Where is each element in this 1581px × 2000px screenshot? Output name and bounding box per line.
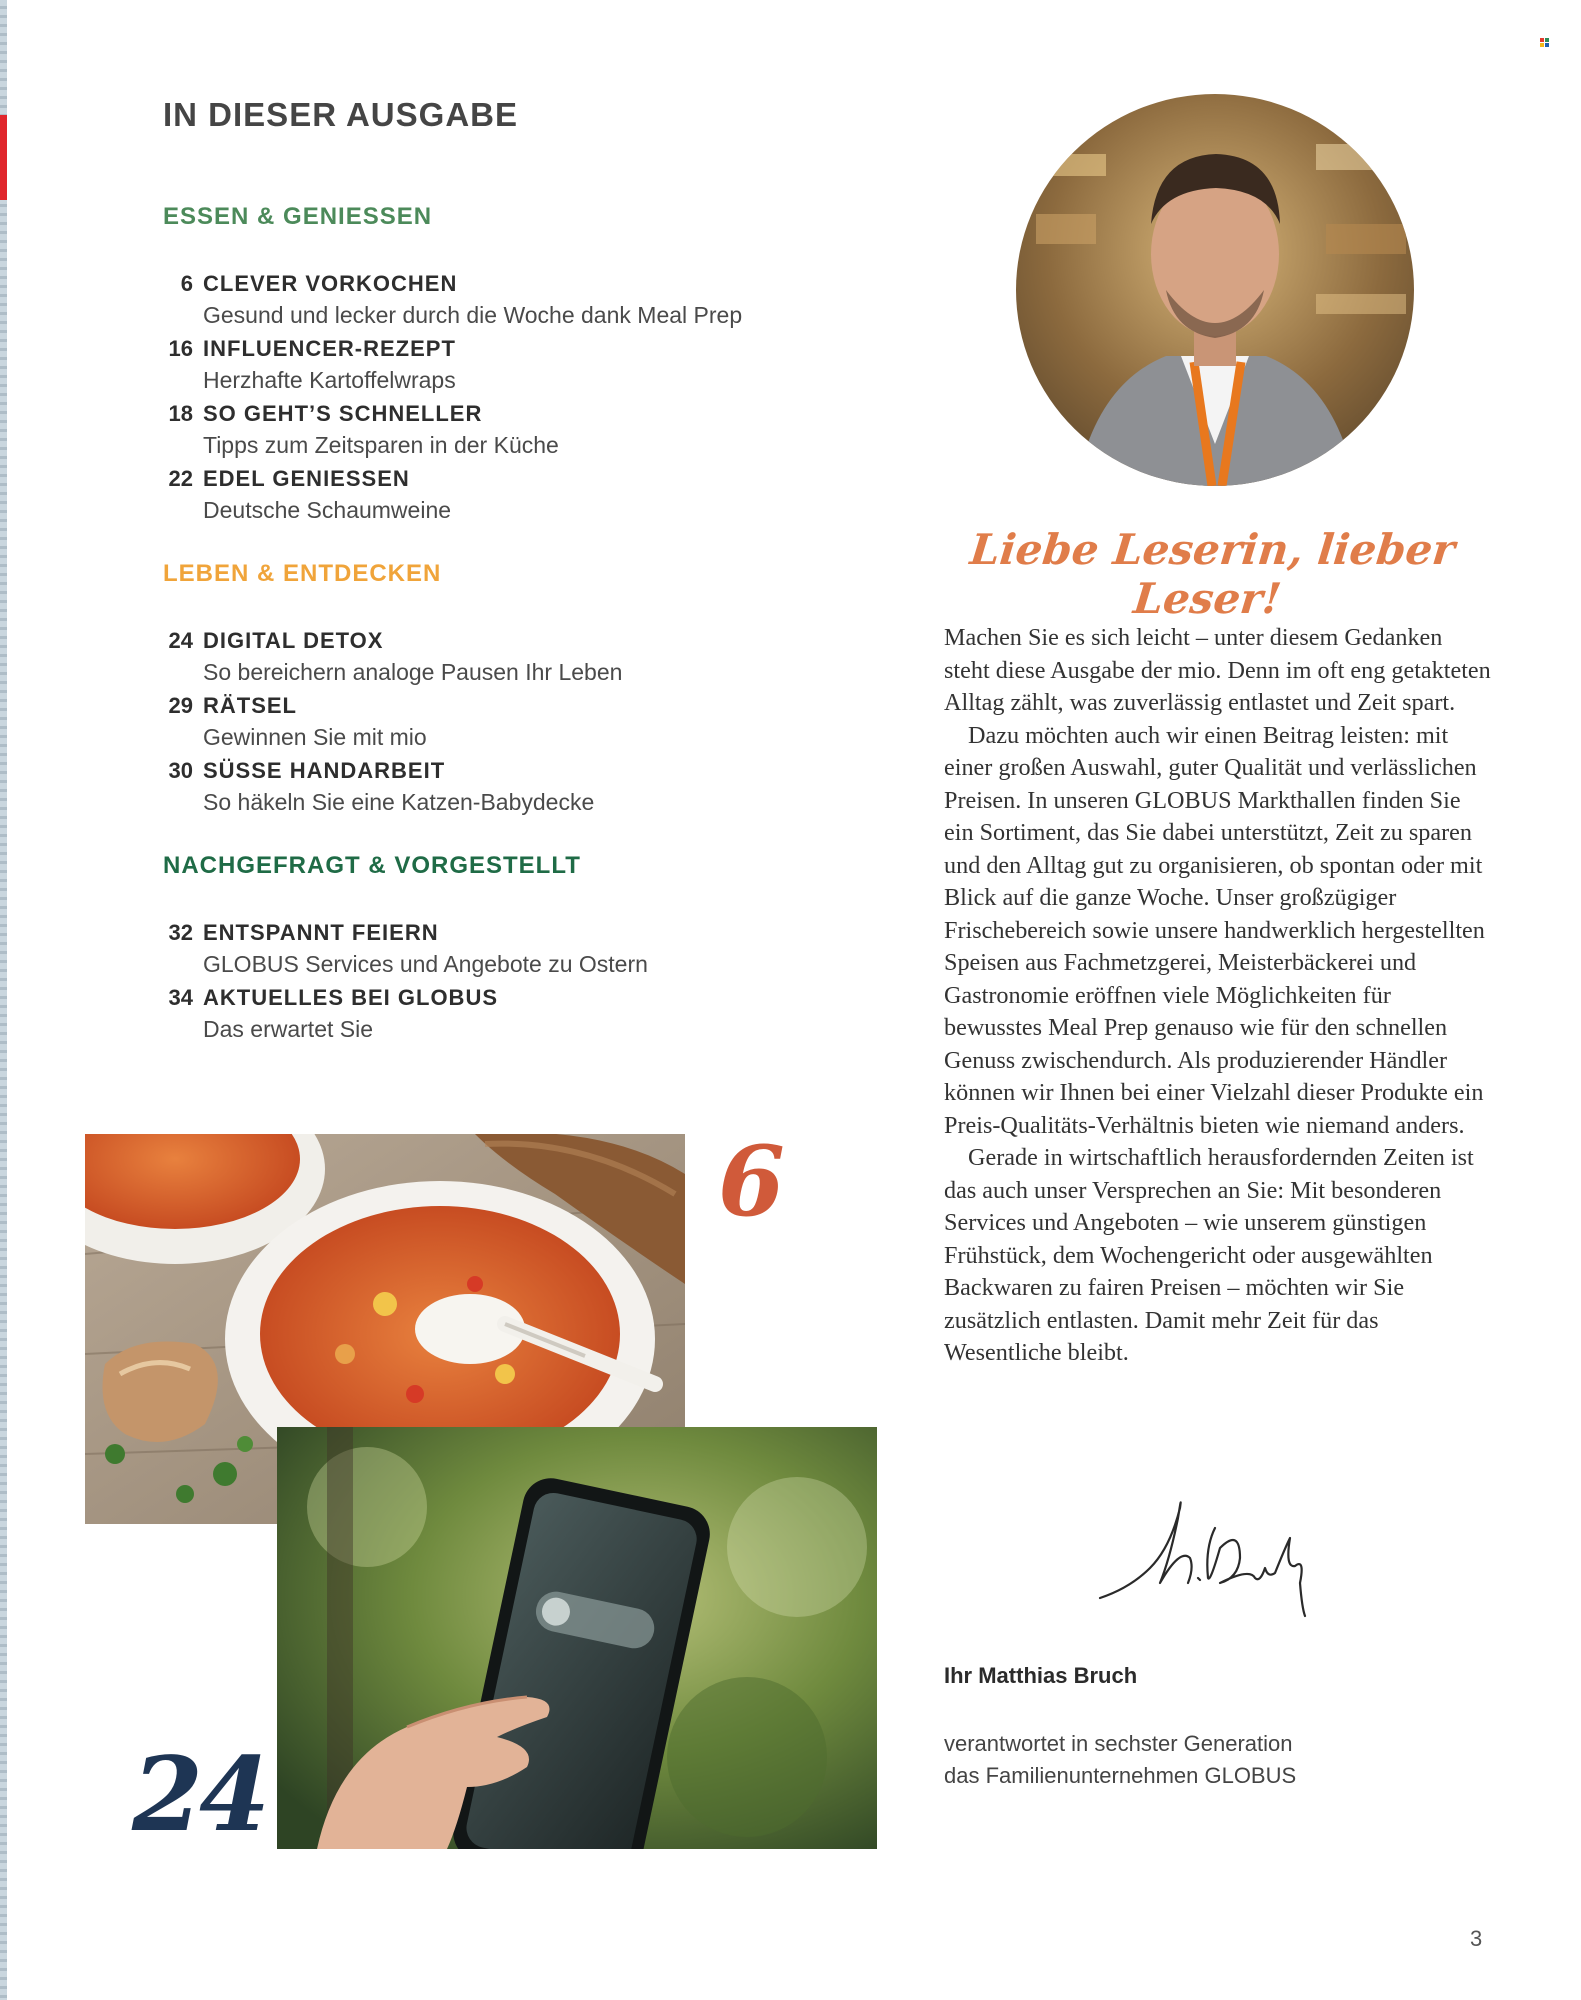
toc-section-heading: NACHGEFRAGT & VORGESTELLT [163,852,581,879]
toc-entry[interactable] [163,755,803,820]
toc-entry[interactable] [163,268,803,333]
toc-entry-heading: INFLUENCER-REZEPT [203,336,456,361]
toc-entry[interactable] [163,625,803,690]
toc-entry[interactable] [163,398,803,463]
letter-paragraph: Dazu möchten auch wir einen Beitrag leisten: mit einer großen Auswahl, guter Qualität und verlässlichen Preisen. In unseren GLOBUS Markthallen finden Sie ein Sortiment, das Sie dabei unterstützt, Zeit zu sparen und den Alltag gut zu organisieren, ob spontan oder mit Blick auf die ganze Woche. Unser großzügiger Frischebereich sowie unsere handwerklich hergestellten Speisen aus Fachmetzgerei, Meisterbäckerei und Gastronomie eröffnen viele Möglichkeiten für bewusstes Meal Prep genauso wie für den schnellen Genuss zwischendurch. Als produzierender Händler können wir Ihnen bei einer Vielzahl dieser Produkte ein Preis-Qualitäts-Verhältnis bieten wie niemand anders. [944,721,1485,1139]
handwritten-signature [1090,1488,1350,1628]
toc-entry[interactable] [163,463,803,528]
page-edge-marker [0,115,7,200]
signature-role [944,1728,1364,1792]
toc-entry-subtitle: So häkeln Sie eine Katzen-Babydecke [203,789,595,815]
signature-role-line: das Familienunternehmen GLOBUS [944,1763,1297,1788]
toc-entry-subtitle: GLOBUS Services und Angebote zu Ostern [203,951,648,977]
page-number: 3 [1470,1926,1483,1951]
toc-page-number: 16 [168,336,193,361]
page-marker-24: 24 [132,1735,266,1855]
toc-entry[interactable] [163,982,803,1047]
toc-entry[interactable] [163,917,803,982]
toc-entry[interactable] [163,690,803,755]
toc-entry[interactable] [163,333,803,398]
toc-page-number: 18 [168,401,193,426]
toc-page-number: 34 [168,985,193,1010]
editorial-greeting: Liebe Leserin, lieber Leser! [967,525,1458,623]
editorial-letter [944,622,1492,1370]
toc-entry-subtitle: So bereichern analoge Pausen Ihr Leben [203,659,623,685]
toc-section-list [163,268,803,528]
toc-entry-heading: CLEVER VORKOCHEN [203,271,458,296]
toc-page-number: 24 [168,628,193,653]
signature-name: Ihr Matthias Bruch [944,1663,1138,1688]
toc-section-heading: ESSEN & GENIESSEN [163,203,433,230]
portrait-photo [1016,94,1414,486]
toc-entry-heading: SÜSSE HANDARBEIT [203,758,446,783]
toc-page-number: 22 [168,466,193,491]
toc-entry-heading: ENTSPANNT FEIERN [203,920,439,945]
signature-role-line: verantwortet in sechster Generation [944,1731,1293,1756]
toc-entry-heading: DIGITAL DETOX [203,628,384,653]
toc-entry-subtitle: Deutsche Schaumweine [203,497,452,523]
toc-title: IN DIESER AUSGABE [163,96,518,133]
toc-entry-subtitle: Das erwartet Sie [203,1016,374,1042]
page-marker-6: 6 [718,1125,785,1238]
toc-section-list [163,917,803,1047]
toc-entry-heading: SO GEHT’S SCHNELLER [203,401,483,426]
toc-entry-heading: RÄTSEL [203,693,297,718]
smartphone-hand-photo [277,1427,877,1849]
toc-page-number: 32 [168,920,193,945]
toc-section-heading: LEBEN & ENTDECKEN [163,560,442,587]
toc-entry-subtitle: Tipps zum Zeitsparen in der Küche [203,432,559,458]
page-edge-strip [0,0,7,2000]
toc-entry-subtitle: Gesund und lecker durch die Woche dank Meal Prep [203,302,743,328]
corner-dots-icon [1540,38,1550,48]
toc-entry-subtitle: Herzhafte Kartoffelwraps [203,367,456,393]
toc-page-number: 30 [168,758,193,783]
toc-entry-heading: AKTUELLES BEI GLOBUS [203,985,499,1010]
toc-section-list [163,625,803,820]
toc-entry-subtitle: Gewinnen Sie mit mio [203,724,427,750]
letter-paragraph: Machen Sie es sich leicht – unter diesem Gedanken steht diese Ausgabe der mio. Denn im oft eng getakteten Alltag zählt, was zuverlässig entlastet und Zeit spart. [944,624,1491,716]
letter-paragraph: Gerade in wirtschaftlich herausfordernden Zeiten ist das auch unser Versprechen an Sie: Mit besonderen Services und Angeboten – wie unserem günstigen Frühstück, dem Wochengericht oder ausgewählten Backwaren zu fairen Preisen – möchten wir Sie zusätzlich entlasten. Damit mehr Zeit für das Wesentliche bleibt. [944,1144,1474,1366]
toc-page-number: 6 [180,271,193,296]
toc-page-number: 29 [168,693,193,718]
toc-entry-heading: EDEL GENIESSEN [203,466,410,491]
